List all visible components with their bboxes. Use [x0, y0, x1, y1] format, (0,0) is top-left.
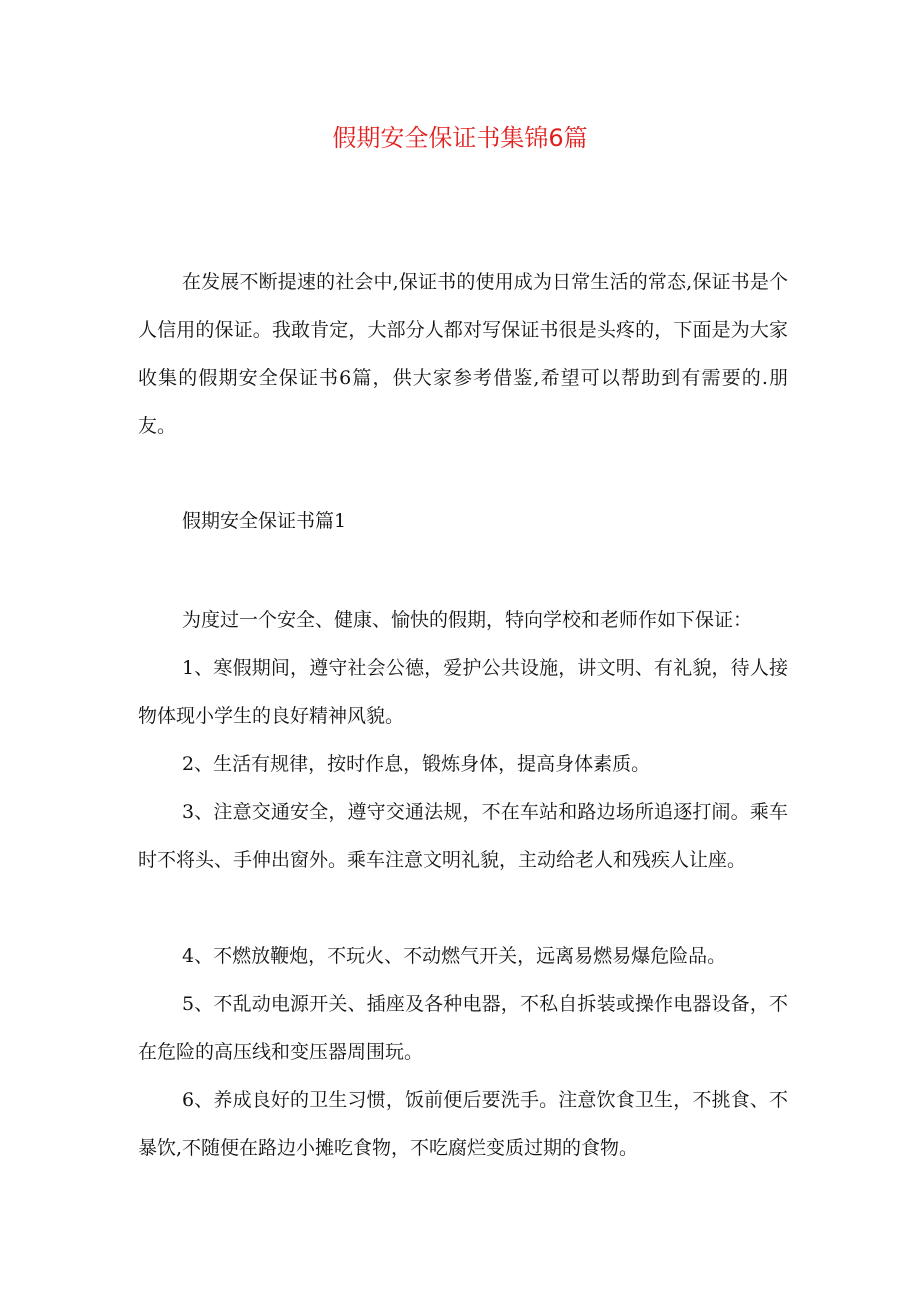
body-paragraph: 为度过一个安全、健康、愉快的假期，特向学校和老师作如下保证：	[182, 609, 753, 631]
body-paragraph: 5、不乱动电源开关、插座及各种电器，不私自拆装或操作电器设备，不在危险的高压线和变压器周围玩。	[138, 993, 788, 1063]
body-paragraph: 6、养成良好的卫生习惯，饭前便后要洗手。注意饮食卫生，不挑食、不暴饮,不随便在路边小摊吃食物，不吃腐烂变质过期的食物。	[138, 1089, 788, 1159]
document-title: 假期安全保证书集锦6篇	[332, 124, 588, 152]
body-paragraph: 1、寒假期间，遵守社会公德，爱护公共设施，讲文明、有礼貌，待人接物体现小学生的良好精神风貌。	[138, 657, 788, 727]
intro-paragraph: 在发展不断提速的社会中,保证书的使用成为日常生活的常态,保证书是个人信用的保证。我敢肯定，大部分人都对写保证书很是头疼的，下面是为大家收集的假期安全保证书6篇，供大家参考借鉴,希望可以帮助到有需要的.朋友。	[138, 271, 788, 437]
body-paragraph: 3、注意交通安全，遵守交通法规，不在车站和路边场所追逐打闹。乘车时不将头、手伸出窗外。乘车注意文明礼貌，主动给老人和残疾人让座。	[138, 801, 788, 871]
section-heading: 假期安全保证书篇1	[182, 510, 347, 532]
body-paragraph: 4、不燃放鞭炮，不玩火、不动燃气开关，远离易燃易爆危险品。	[182, 945, 727, 967]
body-paragraph: 2、生活有规律，按时作息，锻炼身体，提高身体素质。	[182, 753, 651, 775]
